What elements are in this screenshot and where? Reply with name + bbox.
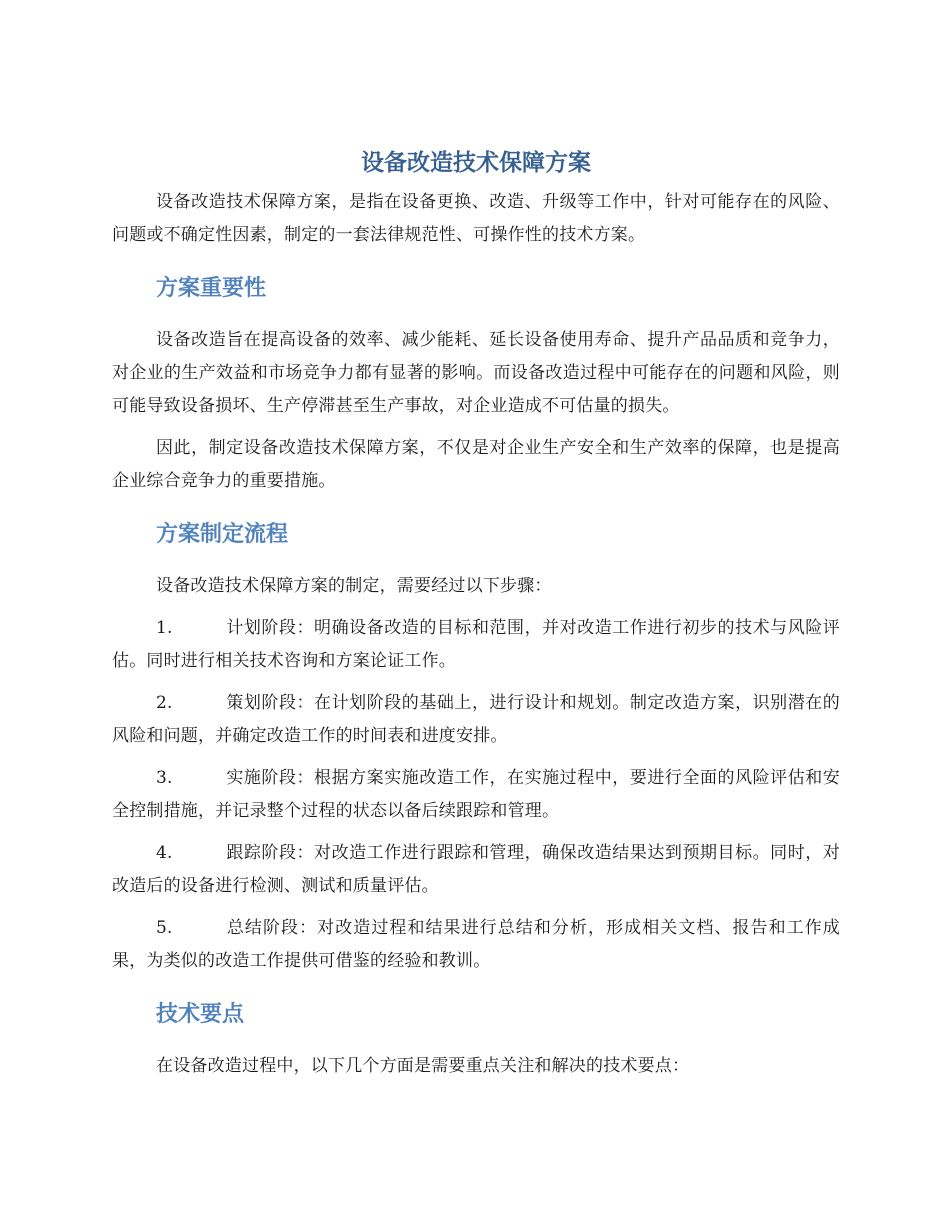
body-paragraph: 设备改造旨在提高设备的效率、减少能耗、延长设备使用寿命、提升产品品质和竞争力，对企业的生产效益和市场竞争力都有显著的影响。而设备改造过程中可能存在的问题和风险，则可能导致设备损坏、生产停滞甚至生产事故，对企业造成不可估量的损失。 bbox=[112, 330, 840, 416]
step-number: 2. bbox=[156, 693, 173, 713]
intro-paragraph: 设备改造技术保障方案，是指在设备更换、改造、升级等工作中，针对可能存在的风险、问题或不确定性因素，制定的一套法律规范性、可操作性的技术方案。 bbox=[112, 192, 840, 245]
section-heading: 方案重要性 bbox=[156, 276, 267, 301]
section-process bbox=[112, 518, 840, 978]
step-text: 计划阶段：明确设备改造的目标和范围，并对改造工作进行初步的技术与风险评估。同时进行相关技术咨询和方案论证工作。 bbox=[112, 618, 840, 671]
list-item bbox=[112, 837, 840, 903]
step-text: 策划阶段：在计划阶段的基础上，进行设计和规划。制定改造方案，识别潜在的风险和问题，并确定改造工作的时间表和进度安排。 bbox=[112, 693, 840, 746]
step-text: 总结阶段：对改造过程和结果进行总结和分析，形成相关文档、报告和工作成果，为类似的改造工作提供可借鉴的经验和教训。 bbox=[112, 918, 840, 971]
document-title: 设备改造技术保障方案 bbox=[361, 150, 591, 176]
step-text: 跟踪阶段：对改造工作进行跟踪和管理，确保改造结果达到预期目标。同时，对改造后的设备进行检测、测试和质量评估。 bbox=[112, 843, 840, 896]
list-item bbox=[112, 687, 840, 753]
process-steps-list bbox=[112, 612, 840, 978]
section-importance bbox=[112, 272, 840, 498]
step-text: 实施阶段：根据方案实施改造工作，在实施过程中，要进行全面的风险评估和安全控制措施，并记录整个过程的状态以备后续跟踪和管理。 bbox=[112, 768, 840, 821]
body-paragraph: 因此，制定设备改造技术保障方案，不仅是对企业生产安全和生产效率的保障，也是提高企业综合竞争力的重要措施。 bbox=[112, 438, 840, 491]
step-number: 5. bbox=[156, 918, 173, 938]
section-lead-paragraph: 在设备改造过程中，以下几个方面是需要重点关注和解决的技术要点： bbox=[156, 1056, 690, 1076]
section-key-points bbox=[112, 998, 840, 1083]
section-heading: 技术要点 bbox=[156, 1002, 245, 1027]
section-heading: 方案制定流程 bbox=[156, 522, 289, 547]
step-number: 4. bbox=[156, 843, 173, 863]
list-item bbox=[112, 612, 840, 678]
list-item bbox=[112, 762, 840, 828]
step-number: 3. bbox=[156, 768, 173, 788]
list-item bbox=[112, 912, 840, 978]
step-number: 1. bbox=[156, 618, 173, 638]
section-lead-paragraph: 设备改造技术保障方案的制定，需要经过以下步骤： bbox=[156, 576, 552, 596]
